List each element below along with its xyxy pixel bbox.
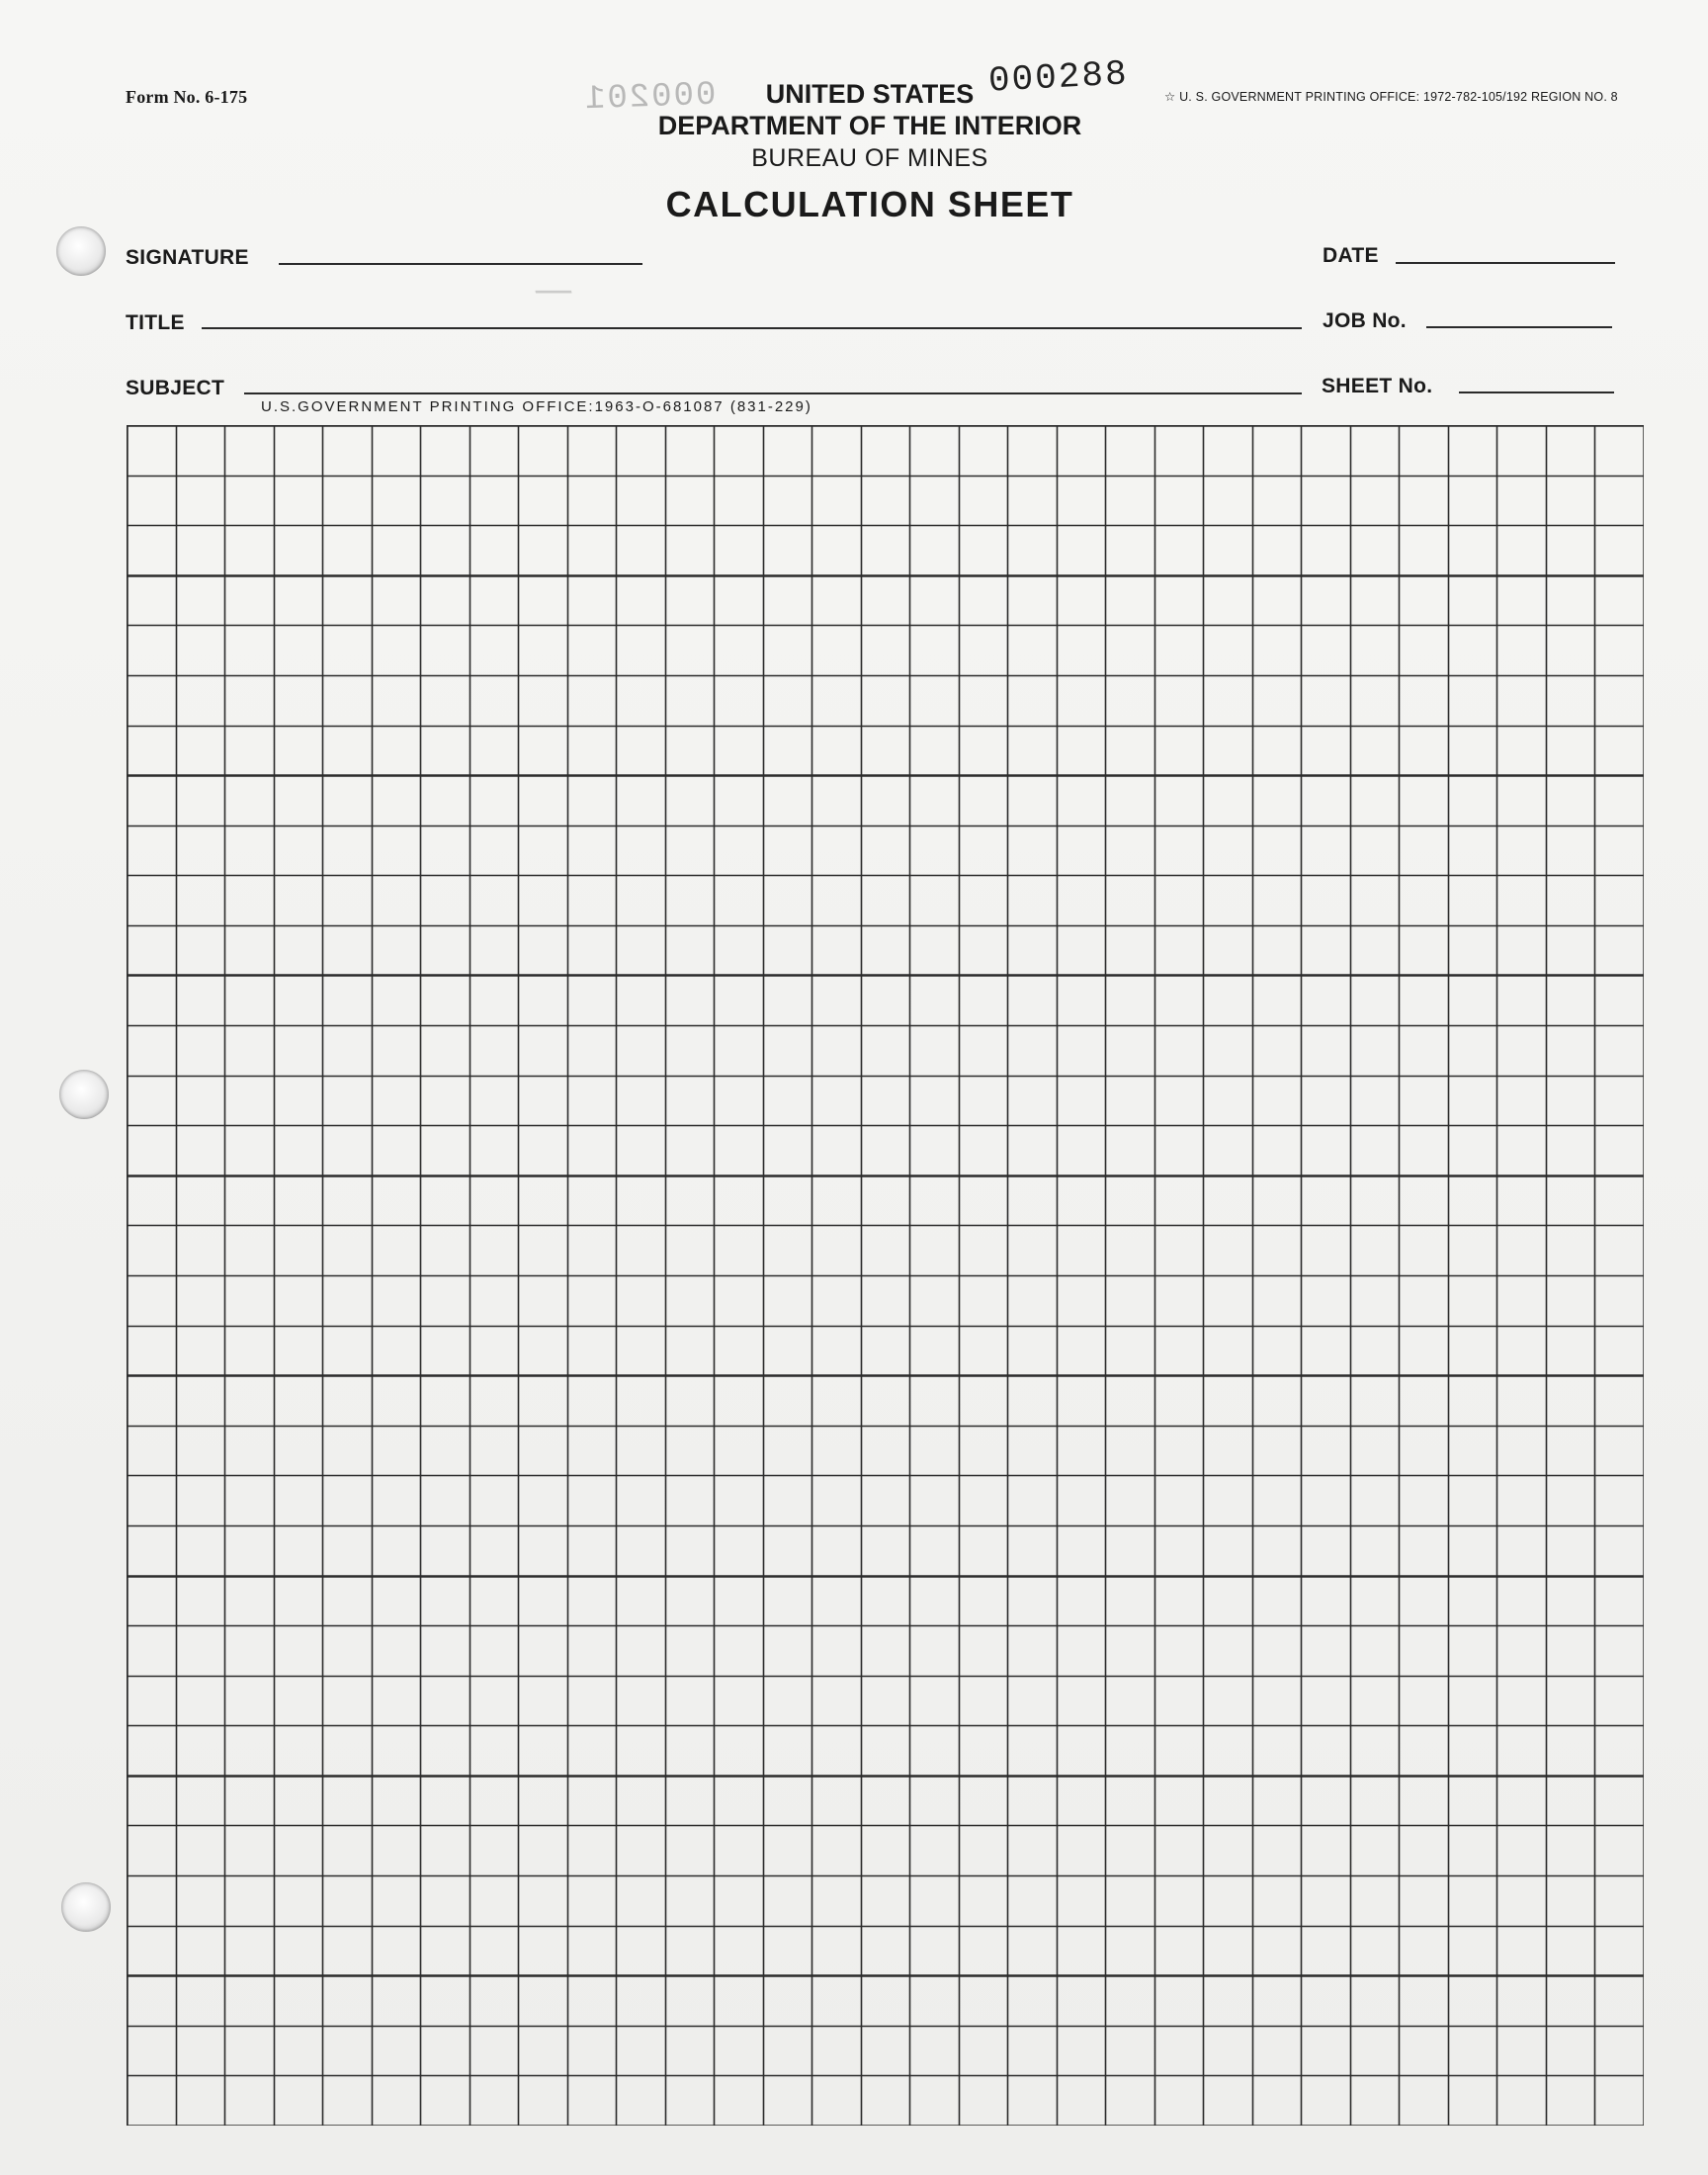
heading-bureau: BUREAU OF MINES — [751, 144, 988, 172]
stamp-number-bleed: 000201 — [582, 76, 718, 120]
signature-line[interactable] — [279, 263, 642, 265]
heading-department: DEPARTMENT OF THE INTERIOR — [657, 111, 1082, 140]
job-no-label: JOB No. — [1323, 309, 1407, 332]
binder-hole-top — [56, 226, 106, 276]
stamp-number: 000288 — [987, 53, 1130, 102]
binder-hole-bottom — [61, 1882, 111, 1932]
page-title: CALCULATION SHEET — [665, 184, 1074, 224]
date-label: DATE — [1323, 244, 1379, 267]
job-no-line[interactable] — [1426, 326, 1612, 328]
gpo-imprint-bottom: U.S.GOVERNMENT PRINTING OFFICE:1963-O-681087 (831-229) — [261, 398, 812, 415]
gpo-imprint-top: ☆ U. S. GOVERNMENT PRINTING OFFICE: 1972-782-105/192 REGION NO. 8 — [1164, 90, 1618, 104]
date-line[interactable] — [1396, 262, 1615, 264]
heading-united-states: UNITED STATES — [765, 79, 975, 109]
calculation-grid[interactable] — [127, 425, 1644, 2126]
binder-hole-middle — [59, 1070, 109, 1119]
title-line[interactable] — [202, 327, 1302, 329]
sheet-no-line[interactable] — [1459, 392, 1614, 393]
signature-label: SIGNATURE — [126, 246, 249, 269]
title-label: TITLE — [126, 311, 185, 334]
subject-label: SUBJECT — [126, 377, 225, 399]
sheet-no-label: SHEET No. — [1322, 375, 1433, 397]
bleed-through-writing: — — [534, 267, 573, 312]
subject-line[interactable] — [244, 392, 1302, 394]
form-number: Form No. 6-175 — [126, 87, 248, 107]
